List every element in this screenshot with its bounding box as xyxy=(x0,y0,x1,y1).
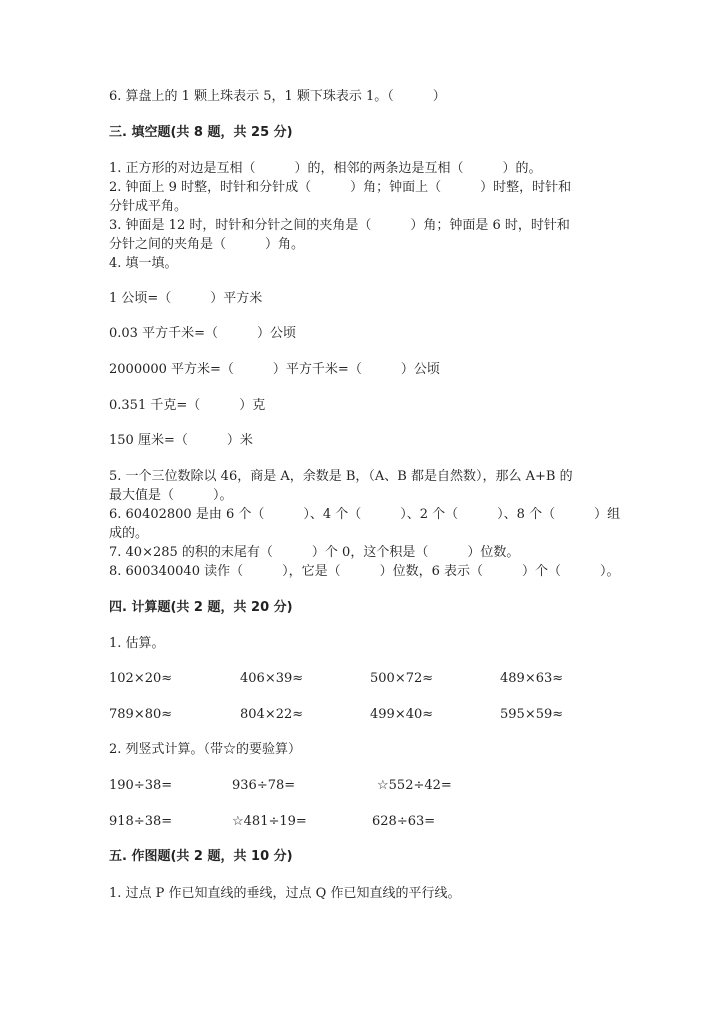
estimate-item: 489×63≈ xyxy=(500,671,564,686)
drawing-question-1: 1. 过点 P 作已知直线的垂线，过点 Q 作已知直线的平行线。 xyxy=(109,886,461,901)
division-item: 936÷78= xyxy=(232,778,296,793)
fill-question-8: 8. 600340040 读作（ ），它是（ ）位数，6 表示（ ）个（ ）。 xyxy=(109,564,620,579)
division-item: ☆552÷42= xyxy=(377,778,452,793)
estimate-item: 789×80≈ xyxy=(109,707,173,722)
fill-question-7: 7. 40×285 的积的末尾有（ ）个 0，这个积是（ ）位数。 xyxy=(109,545,520,560)
fill-question-6-cont: 成的。 xyxy=(109,526,149,541)
unit-conversion-3: 2000000 平方米=（ ）平方千米=（ ）公顷 xyxy=(109,362,440,377)
unit-conversion-2: 0.03 平方千米=（ ）公顷 xyxy=(109,326,296,341)
estimate-item: 406×39≈ xyxy=(240,671,304,686)
unit-conversion-5: 150 厘米=（ ）米 xyxy=(109,433,253,448)
estimate-item: 500×72≈ xyxy=(370,671,434,686)
estimate-item: 102×20≈ xyxy=(109,671,173,686)
division-item: 918÷38= xyxy=(109,814,173,829)
fill-question-6: 6. 60402800 是由 6 个（ ）、4 个（ ）、2 个（ ）、8 个（ ）组 xyxy=(109,507,621,522)
division-label: 2. 列竖式计算。（带☆的要验算） xyxy=(109,742,302,757)
division-item: 628÷63= xyxy=(372,814,436,829)
unit-conversion-4: 0.351 千克=（ ）克 xyxy=(109,398,266,413)
section-3-title: 三. 填空题(共 8 题，共 25 分) xyxy=(109,125,293,140)
estimate-item: 804×22≈ xyxy=(240,707,304,722)
division-item: 190÷38= xyxy=(109,778,173,793)
estimate-item: 499×40≈ xyxy=(370,707,434,722)
division-item: ☆481÷19= xyxy=(232,814,307,829)
fill-question-3-cont: 分针之间的夹角是（ ）角。 xyxy=(109,237,305,252)
fill-question-2: 2. 钟面上 9 时整，时针和分针成（ ）角；钟面上（ ）时整，时针和 xyxy=(109,180,572,195)
fill-question-5-cont: 最大值是（ ）。 xyxy=(109,488,233,503)
fill-question-3: 3. 钟面是 12 时，时针和分针之间的夹角是（ ）角；钟面是 6 时，时针和 xyxy=(109,218,570,233)
estimate-item: 595×59≈ xyxy=(500,707,564,722)
section-5-title: 五. 作图题(共 2 题，共 10 分) xyxy=(109,849,293,864)
fill-question-5: 5. 一个三位数除以 46，商是 A，余数是 B，（A、B 都是自然数），那么 A+B 的 xyxy=(109,469,573,484)
section-4-title: 四. 计算题(共 2 题，共 20 分) xyxy=(109,600,293,615)
fill-question-1: 1. 正方形的对边是互相（ ）的，相邻的两条边是互相（ ）的。 xyxy=(109,161,542,176)
estimate-label: 1. 估算。 xyxy=(109,636,165,651)
unit-conversion-1: 1 公顷=（ ）平方米 xyxy=(109,291,263,306)
fill-question-2-cont: 分针成平角。 xyxy=(109,199,188,214)
question-6-abacus: 6. 算盘上的 1 颗上珠表示 5，1 颗下珠表示 1。（ ） xyxy=(109,89,446,104)
fill-question-4: 4. 填一填。 xyxy=(109,256,178,271)
